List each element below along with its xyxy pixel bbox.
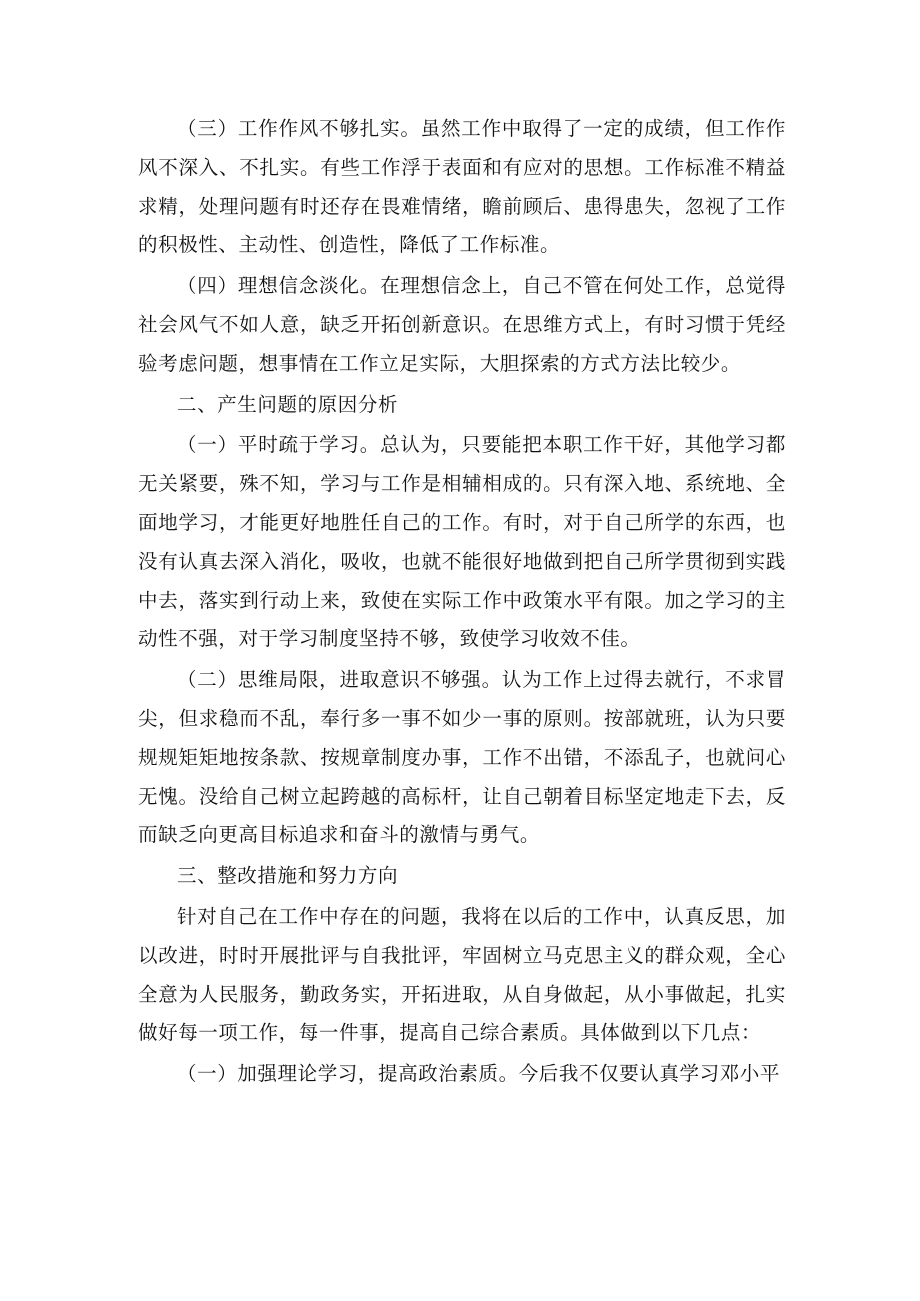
document-body [138,110,786,1094]
paragraph-work-style: （三）工作作风不够扎实。虽然工作中取得了一定的成绩，但工作作风不深入、不扎实。有些工作浮于表面和有应对的思想。工作标准不精益求精，处理问题有时还存在畏难情绪，瞻前顾后、患得患失，忽视了工作的积极性、主动性、创造性，降低了工作标准。 [138,117,786,257]
paragraph-neglect-study: （一）平时疏于学习。总认为，只要能把本职工作干好，其他学习都无关紧要，殊不知，学习与工作是相辅相成的。只有深入地、系统地、全面地学习，才能更好地胜任自己的工作。有时，对于自己所学的东西，也没有认真去深入消化，吸收，也就不能很好地做到把自己所学贯彻到实践中去，落实到行动上来，致使在实际工作中政策水平有限。加之学习的主动性不强，对于学习制度坚持不够，致使学习收效不佳。 [138,433,786,651]
paragraph-limited-thinking: （二）思维局限，进取意识不够强。认为工作上过得去就行，不求冒尖，但求稳而不乱，奉行多一事不如少一事的原则。按部就班，认为只要规规矩矩地按条款、按规章制度办事，工作不出错，不添乱子，也就问心无愧。没给自己树立起跨越的高标杆，让自己朝着目标坚定地走下去，反而缺乏向更高目标追求和奋斗的激情与勇气。 [138,668,786,847]
paragraph-rectification-intro: 针对自己在工作中存在的问题，我将在以后的工作中，认真反思，加以改进，时时开展批评与自我批评，牢固树立马克思主义的群众观，全心全意为人民服务，勤政务实，开拓进取，从自身做起，从小事做起，扎实做好每一项工作，每一件事，提高自己综合素质。具体做到以下几点： [138,904,786,1045]
section-heading-rectification: 三、整改措施和努力方向 [177,864,399,888]
section-heading-cause-analysis: 二、产生问题的原因分析 [177,392,399,416]
paragraph-theory-study: （一）加强理论学习，提高政治素质。今后我不仅要认真学习邓小平 [177,1062,781,1086]
paragraph-ideals-beliefs: （四）理想信念淡化。在理想信念上，自己不管在何处工作，总觉得社会风气不如人意，缺乏开拓创新意识。在思维方式上，有时习惯于凭经验考虑问题，想事情在工作立足实际，大胆探索的方式方法比较少。 [138,274,786,375]
